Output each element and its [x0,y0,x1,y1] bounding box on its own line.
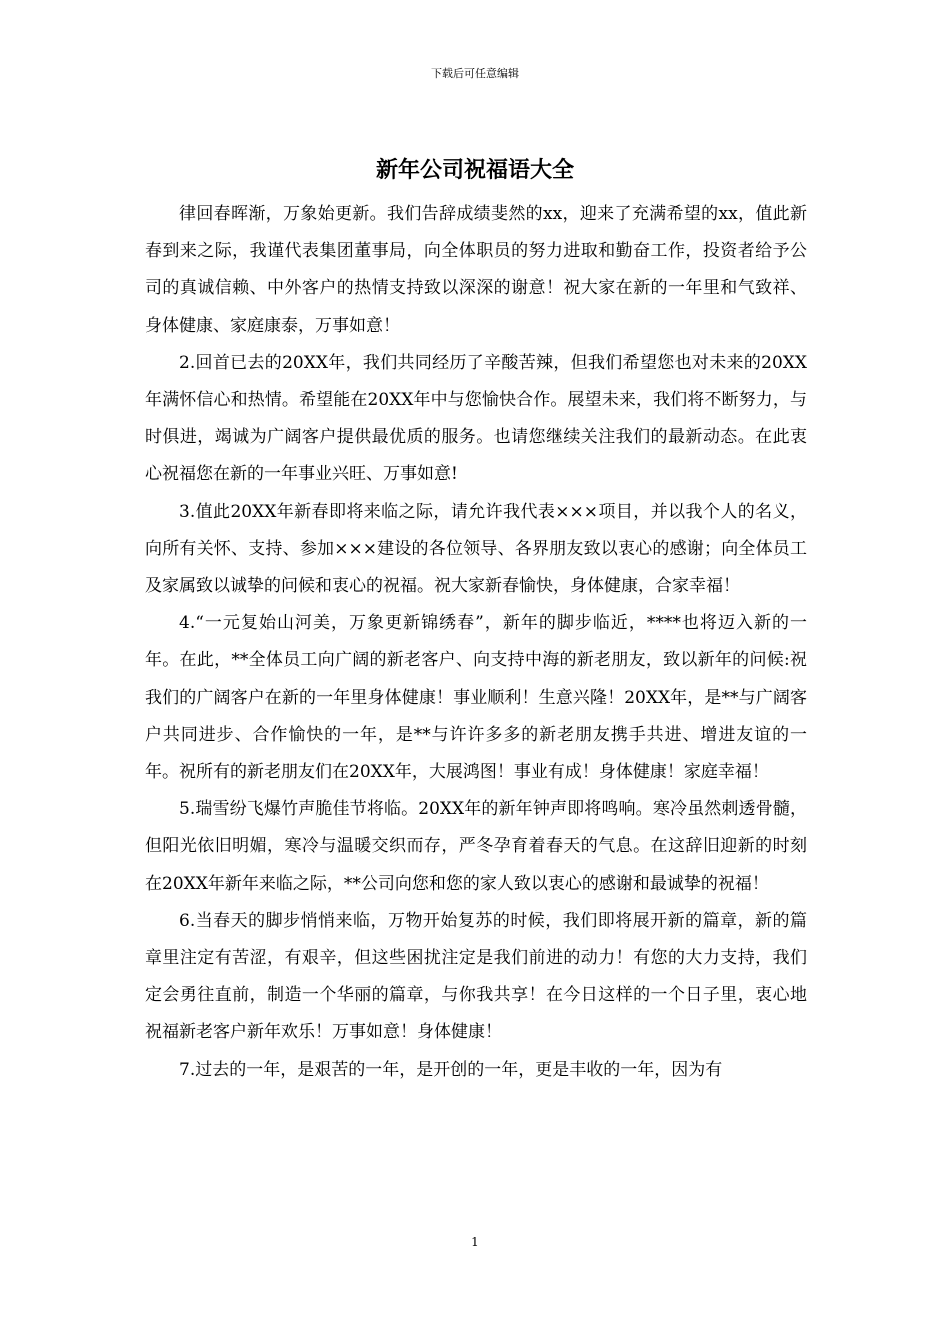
paragraph-2: 2.回首已去的20XX年，我们共同经历了辛酸苦辣，但我们希望您也对未来的20XX年满怀信心和热情。希望能在20XX年中与您愉快合作。展望未来，我们将不断努力，与时俱进，竭诚为广阔客户提供最优质的服务。也请您继续关注我们的最新动态。在此衷心祝福您在新的一年事业兴旺、万事如意! [145,352,807,485]
document-title: 新年公司祝福语大全 [375,157,574,183]
paragraph-5: 5.瑞雪纷飞爆竹声脆佳节将临。20XX年的新年钟声即将鸣响。寒冷虽然刺透骨髓，但阳光依旧明媚，寒冷与温暖交织而存，严冬孕育着春天的气息。在这辞旧迎新的时刻在20XX年新年来临之际，**公司向您和您的家人致以衷心的感谢和最诚挚的祝福！ [145,799,807,894]
paragraph-3: 3.值此20XX年新春即将来临之际，请允许我代表×××项目，并以我个人的名义，向所有关怀、支持、参加×××建设的各位领导、各界朋友致以衷心的感谢；向全体员工及家属致以诚挚的问候和衷心的祝福。祝大家新春愉快，身体健康，合家幸福！ [145,501,807,597]
page-number: 1 [471,1235,479,1249]
paragraph-7: 7.过去的一年，是艰苦的一年，是开创的一年，更是丰收的一年，因为有 [179,1059,723,1080]
paragraph-6: 6.当春天的脚步悄悄来临，万物开始复苏的时候，我们即将展开新的篇章，新的篇章里注定有苦涩，有艰辛，但这些困扰注定是我们前进的动力！有您的大力支持，我们定会勇往直前，制造一个华丽的篇章，与你我共享！在今日这样的一个日子里，衷心地祝福新老客户新年欢乐！万事如意！身体健康！ [145,910,807,1043]
header-note: 下载后可任意编辑 [431,67,519,80]
paragraph-4: 4.“一元复始山河美，万象更新锦绣春”，新年的脚步临近，****也将迈入新的一年。在此，**全体员工向广阔的新老客户、向支持中海的新老朋友，致以新年的问候:祝我们的广阔客户在新的一年里身体健康！事业顺利！生意兴隆！20XX年，是**与广阔客户共同进步、合作愉快的一年，是**与许许多多的新老朋友携手共进、增进友谊的一年。祝所有的新老朋友们在20XX年，大展鸿图！事业有成！身体健康！家庭幸福！ [145,613,807,783]
paragraph-1: 律回春晖渐，万象始更新。我们告辞成绩斐然的xx，迎来了充满希望的xx，值此新春到来之际，我谨代表集团董事局，向全体职员的努力进取和勤奋工作，投资者给予公司的真诚信赖、中外客户的热情支持致以深深的谢意！祝大家在新的一年里和气致祥、身体健康、家庭康泰，万事如意！ [145,204,807,336]
document-body [145,196,807,1089]
